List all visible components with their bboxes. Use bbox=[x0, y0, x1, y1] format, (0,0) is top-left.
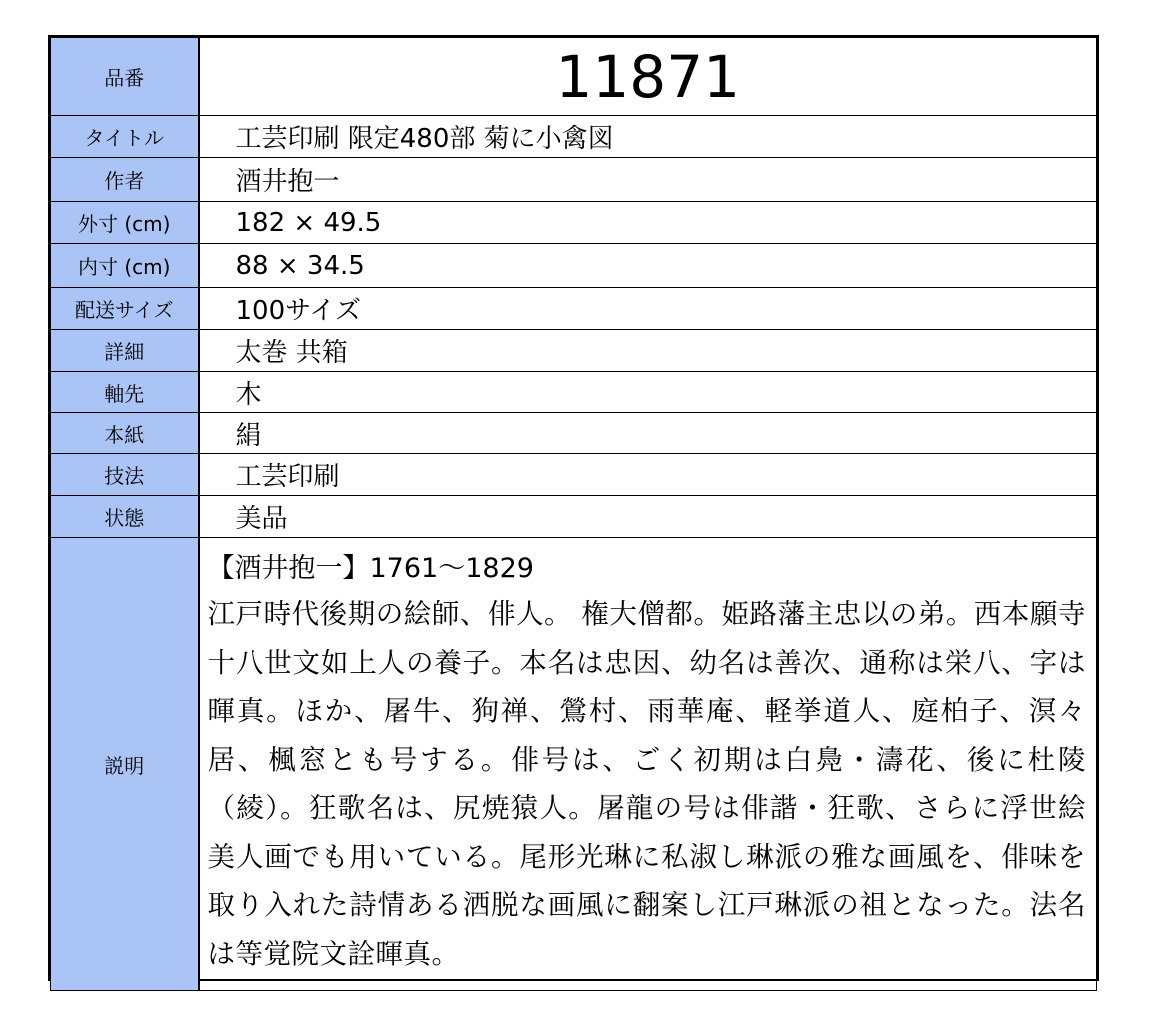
label-outer-size: 外寸 (cm) bbox=[51, 202, 199, 244]
table-row-shipping-size bbox=[51, 288, 1097, 330]
label-condition: 状態 bbox=[51, 496, 199, 538]
table-row-details bbox=[51, 330, 1097, 372]
table-row-outer-size bbox=[51, 202, 1097, 244]
table-row-axis-end bbox=[51, 372, 1097, 413]
value-condition: 美品 bbox=[199, 496, 1097, 538]
value-details: 太巻 共箱 bbox=[199, 330, 1097, 372]
product-spec-table bbox=[48, 35, 1099, 981]
table-row-description bbox=[51, 538, 1097, 991]
table-row-inner-size bbox=[51, 244, 1097, 288]
description-heading: 【酒井抱一】1761〜1829 bbox=[207, 553, 534, 584]
value-axis-end: 木 bbox=[199, 372, 1097, 413]
label-title: タイトル bbox=[51, 116, 199, 158]
table-row-technique bbox=[51, 454, 1097, 496]
value-technique: 工芸印刷 bbox=[199, 454, 1097, 496]
table-row-artist bbox=[51, 158, 1097, 202]
label-axis-end: 軸先 bbox=[51, 372, 199, 413]
value-title: 工芸印刷 限定480部 菊に小禽図 bbox=[199, 116, 1097, 158]
value-artist: 酒井抱一 bbox=[199, 158, 1097, 202]
label-paper: 本紙 bbox=[51, 413, 199, 454]
label-technique: 技法 bbox=[51, 454, 199, 496]
table-row-hinban bbox=[51, 38, 1097, 116]
value-inner-size: 88 × 34.5 bbox=[199, 244, 1097, 288]
value-shipping-size: 100サイズ bbox=[199, 288, 1097, 330]
value-description bbox=[199, 538, 1097, 991]
table-row-title bbox=[51, 116, 1097, 158]
label-inner-size: 内寸 (cm) bbox=[51, 244, 199, 288]
description-body: 江戸時代後期の絵師、俳人。 権大僧都。姫路藩主忠以の弟。西本願寺十八世文如上人の養子。本名は忠因、幼名は善次、通称は栄八、字は暉真。ほか、屠牛、狗禅、鶯村、雨華庵、軽挙道人、庭柏子、溟々居、楓窓とも号する。俳号は、ごく初期は白鳧・濤花、後に杜陵（綾）。狂歌名は、尻焼猿人。屠龍の号は俳諧・狂歌、さらに浮世絵美人画でも用いている。尾形光琳に私淑し琳派の雅な画風を、俳味を取り入れた詩情ある洒脱な画風に翻案し江戸琳派の祖となった。法名は等覚院文詮暉真。 bbox=[207, 598, 1086, 970]
table-row-condition bbox=[51, 496, 1097, 538]
spec-table bbox=[50, 37, 1097, 991]
label-artist: 作者 bbox=[51, 158, 199, 202]
value-outer-size: 182 × 49.5 bbox=[199, 202, 1097, 244]
table-row-paper bbox=[51, 413, 1097, 454]
label-description: 説明 bbox=[51, 538, 199, 991]
value-paper: 絹 bbox=[199, 413, 1097, 454]
label-hinban: 品番 bbox=[51, 38, 199, 116]
label-details: 詳細 bbox=[51, 330, 199, 372]
value-hinban: 11871 bbox=[199, 38, 1097, 116]
label-shipping-size: 配送サイズ bbox=[51, 288, 199, 330]
